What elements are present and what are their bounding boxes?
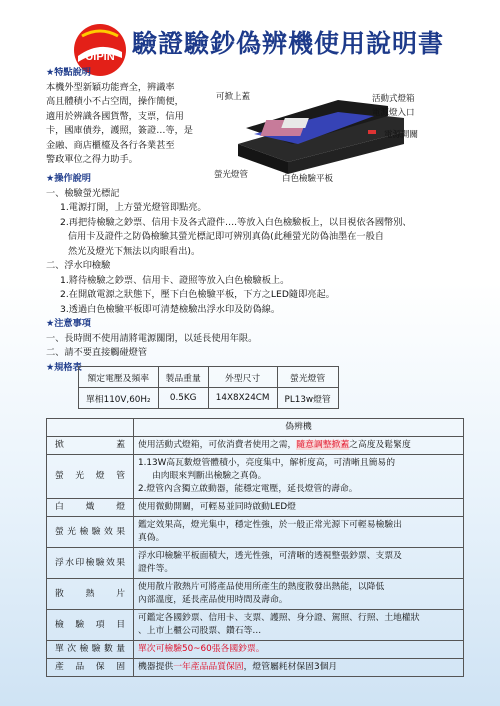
table-title-row [47, 419, 464, 437]
row-text: 使用活動式燈箱，可依消費者使用之需， [138, 440, 297, 450]
table-row [47, 455, 464, 499]
row-value [134, 659, 464, 677]
features-section [46, 66, 216, 168]
spec-header-row [79, 367, 339, 388]
row-highlight: 隨意調整掀蓋 [296, 440, 350, 450]
label-power-led: 電源燈入口 [372, 108, 415, 118]
page-title: 驗證驗鈔偽辨機使用說明書 [132, 29, 445, 58]
op-step: 信用卡及證件之防偽檢驗其螢光標記即可辨別真偽(此種螢光防偽油墨在一般自 [68, 231, 384, 242]
spec-value: 0.5KG [158, 388, 208, 409]
op-step: 2.在開啟電源之狀態下，壓下白色檢驗平板，下方之LED隨即亮起。 [60, 289, 335, 300]
op-step: 3.透過白色檢驗平板即可清楚檢驗出浮水印及防偽線。 [60, 303, 281, 315]
row-text: 1.13W高瓦數燈管體積小，亮度集中，解析度高，可清晰且簡易的 [138, 458, 396, 468]
row-key: 浮水印檢驗效果 [47, 548, 134, 579]
row-key: 螢光檢驗效果 [47, 517, 134, 548]
row-value [134, 517, 464, 548]
row-highlight: 一年產品品質保固 [173, 662, 244, 672]
features-line: 金融、商店櫃檯及各行各業甚至 [46, 139, 175, 151]
row-value: 單次可檢驗50~60張各國鈔票。 [134, 641, 464, 659]
table-row [47, 499, 464, 517]
op-step: 1.電源打開，上方螢光燈管即點亮。 [60, 202, 207, 213]
row-text: 、上市上櫃公司股票、鑽石等… [138, 626, 262, 636]
op-step: 1.將待檢驗之鈔票、信用卡、證照等放入白色檢驗板上。 [60, 274, 290, 286]
spec-header: 製品重量 [158, 367, 208, 388]
row-text: 由肉眼來判斷出檢驗之真偽。 [152, 471, 267, 481]
row-text: 內部溫度，延長產品使用時間及壽命。 [138, 595, 288, 605]
operation-heading: ★操作說明 [46, 173, 91, 184]
label-uv: 螢光燈管 [214, 170, 249, 180]
op-step: 二、浮水印檢驗 [46, 260, 111, 271]
operation-section [46, 172, 466, 375]
row-value: 使用微動開關，可輕易並同時啟動LED燈 [134, 499, 464, 517]
table-title: 偽辨機 [134, 419, 464, 437]
row-key: 產品保固 [47, 659, 134, 677]
row-key: 散熱片 [47, 579, 134, 610]
spec-value: PL13w燈管 [277, 388, 338, 409]
spec-header: 額定電壓及頻率 [79, 367, 159, 388]
op-step: 2.再把待檢驗之鈔票、信用卡及各式證件….等放入白色檢驗板上，以目視依各國幣別、 [60, 216, 412, 228]
features-line: 本機外型新穎功能齊全，辨識率 [46, 81, 175, 93]
row-text: 可鑑定各國鈔票、信用卡、支票、護照、身分證、駕照、行照、土地權狀 [138, 613, 420, 623]
label-lid: 可掀上蓋 [216, 92, 251, 102]
table-row [47, 579, 464, 610]
table-row [47, 517, 464, 548]
row-text: 2.燈管內含獨立啟動器，能穩定電壓，延長燈管的壽命。 [138, 484, 358, 494]
row-value [134, 548, 464, 579]
features-line: 卡，國庫債券，護照，簽證…等，是 [46, 125, 193, 136]
row-text: 機器提供 [138, 662, 174, 672]
label-lamp: 活動式燈箱 [372, 94, 415, 104]
spec-table [78, 366, 339, 409]
note: 一、長時間不使用請將電源關閉，以延長使用年限。 [46, 332, 258, 344]
spec-header: 螢光燈管 [277, 367, 338, 388]
row-text: 浮水印檢驗平板面積大，透光性強，可清晰的透視整張鈔票、支票及 [138, 551, 402, 561]
notes-heading: ★注意事項 [46, 318, 91, 329]
spec-heading: ★規格表 [46, 361, 82, 373]
row-value [134, 579, 464, 610]
row-value [134, 437, 464, 455]
row-text: 鑑定效果高，燈光集中，穩定性強，於一般正常光源下可輕易檢驗出 [138, 520, 402, 530]
row-key: 單次檢驗數量 [47, 641, 134, 659]
table-row [47, 437, 464, 455]
table-row [47, 610, 464, 641]
table-row [47, 641, 464, 659]
features-heading: ★特點說明 [46, 67, 91, 78]
features-line: 警政單位之得力助手。 [46, 154, 138, 165]
spec-value-row [79, 388, 339, 409]
features-line: 適用於辨識各國貨幣，支票，信用 [46, 110, 184, 122]
row-text: ，燈管屬耗材保固3個月 [243, 662, 338, 672]
row-text: 使用散片散熱片可將產品使用所產生的熱度散發出熱能，以降低 [138, 582, 385, 592]
spec-value: 單相110V,60H₂ [79, 388, 159, 409]
row-key: 掀蓋 [47, 437, 134, 455]
spec-value: 14X8X24CM [208, 388, 277, 409]
row-key: 螢光燈管 [47, 455, 134, 499]
row-key: 白熾燈 [47, 499, 134, 517]
table-row [47, 659, 464, 677]
row-text: 真偽。 [138, 533, 165, 543]
row-value [134, 455, 464, 499]
brand-text: UIPIN [85, 51, 115, 63]
row-text: 證件等。 [138, 564, 174, 574]
row-key: 檢驗項目 [47, 610, 134, 641]
row-value [134, 610, 464, 641]
features-line: 高且體積小不占空間，操作簡便， [46, 96, 184, 107]
table-row [47, 548, 464, 579]
label-plate: 白色檢驗平板 [282, 174, 334, 184]
op-step: 一、檢驗螢光標記 [46, 187, 120, 199]
op-step: 然光及燈光下無法以肉眼看出)。 [68, 245, 201, 257]
row-text: 之高度及鬆緊度 [349, 440, 411, 450]
feature-table [46, 418, 464, 677]
note: 二、請不要直接觸碰燈管 [46, 347, 148, 358]
spec-header: 外型尺寸 [208, 367, 277, 388]
label-switch: 電源開關 [384, 130, 419, 140]
